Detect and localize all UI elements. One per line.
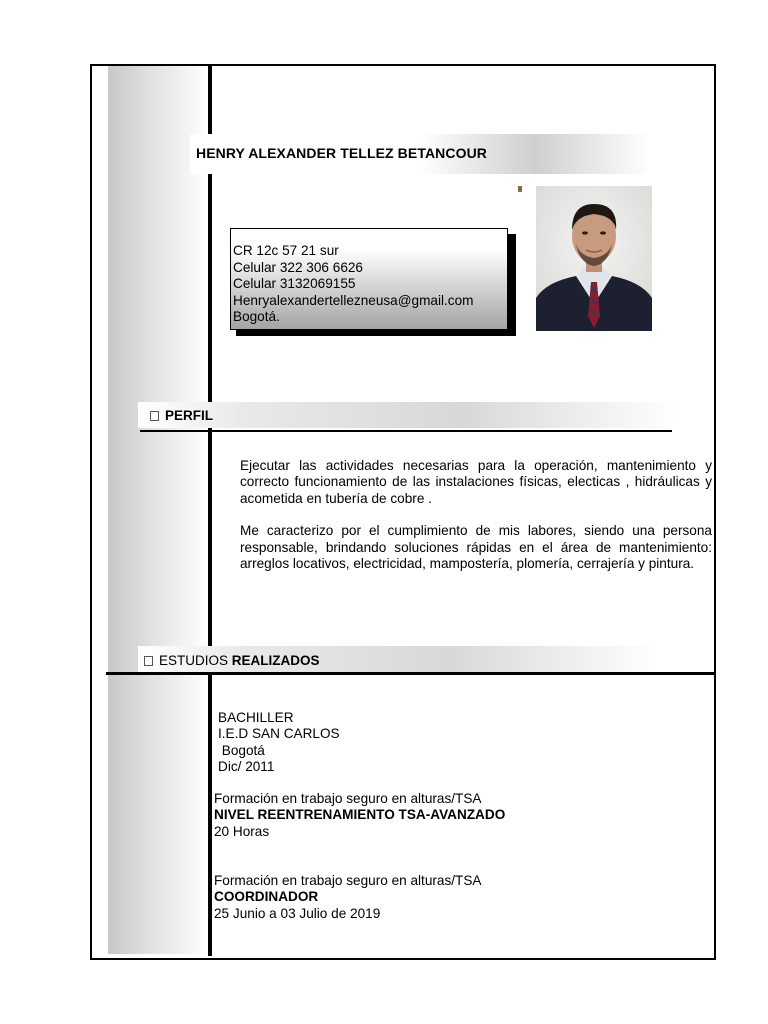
education-dates: 25 Junio a 03 Julio de 2019 [214, 905, 381, 921]
education-course: Formación en trabajo seguro en alturas/TSA [214, 873, 482, 888]
education-city: Bogotá [218, 742, 265, 758]
perfil-band [138, 402, 678, 428]
perfil-title: PERFIL [165, 408, 214, 423]
checkbox-icon [144, 656, 153, 666]
perfil-heading [150, 408, 213, 423]
estudios-heading [144, 653, 320, 668]
education-item [214, 873, 481, 922]
vertical-divider [208, 66, 212, 956]
education-item [214, 791, 505, 840]
estudios-title-plain: ESTUDIOS [159, 653, 229, 668]
section-divider [106, 672, 714, 675]
contact-box [230, 228, 508, 330]
education-degree: BACHILLER [218, 710, 294, 725]
contact-city: Bogotá. [233, 309, 280, 324]
contact-phone-1: Celular 322 306 6626 [233, 259, 363, 275]
education-course: Formación en trabajo seguro en alturas/TSA [214, 791, 482, 806]
profile-photo [536, 186, 652, 331]
education-school: I.E.D SAN CARLOS [218, 726, 340, 742]
candidate-name: HENRY ALEXANDER TELLEZ BETANCOUR [196, 145, 487, 161]
contact-email: Henryalexandertellezneusa@gmail.com [233, 292, 474, 308]
profile-paragraph-2: Me caracterizo por el cumplimiento de mis labores, siendo una persona responsable, brindando soluciones rápidas en el área de mantenimiento: arreglos locativos, electricidad, mampostería, plomería, cerrajería y pintura. [240, 523, 712, 572]
education-duration: 20 Horas [214, 823, 270, 839]
small-mark [518, 186, 522, 192]
education-date: Dic/ 2011 [218, 759, 275, 775]
perfil-rule [140, 430, 672, 432]
contact-phone-2: Celular 3132069155 [233, 276, 356, 291]
education-item [218, 710, 340, 776]
profile-paragraph-1: Ejecutar las actividades necesarias para la operación, mantenimiento y correcto funcionamiento de las instalaciones físicas, electicas , hidráulicas y acometida en tubería de cobre . [240, 458, 712, 506]
education-level: COORDINADOR [214, 889, 319, 905]
education-level: NIVEL REENTRENAMIENTO TSA-AVANZADO [214, 807, 506, 823]
estudios-title-bold: REALIZADOS [231, 653, 320, 668]
profile-text [240, 458, 712, 588]
checkbox-icon [150, 411, 159, 421]
contact-address: CR 12c 57 21 sur [233, 243, 339, 258]
